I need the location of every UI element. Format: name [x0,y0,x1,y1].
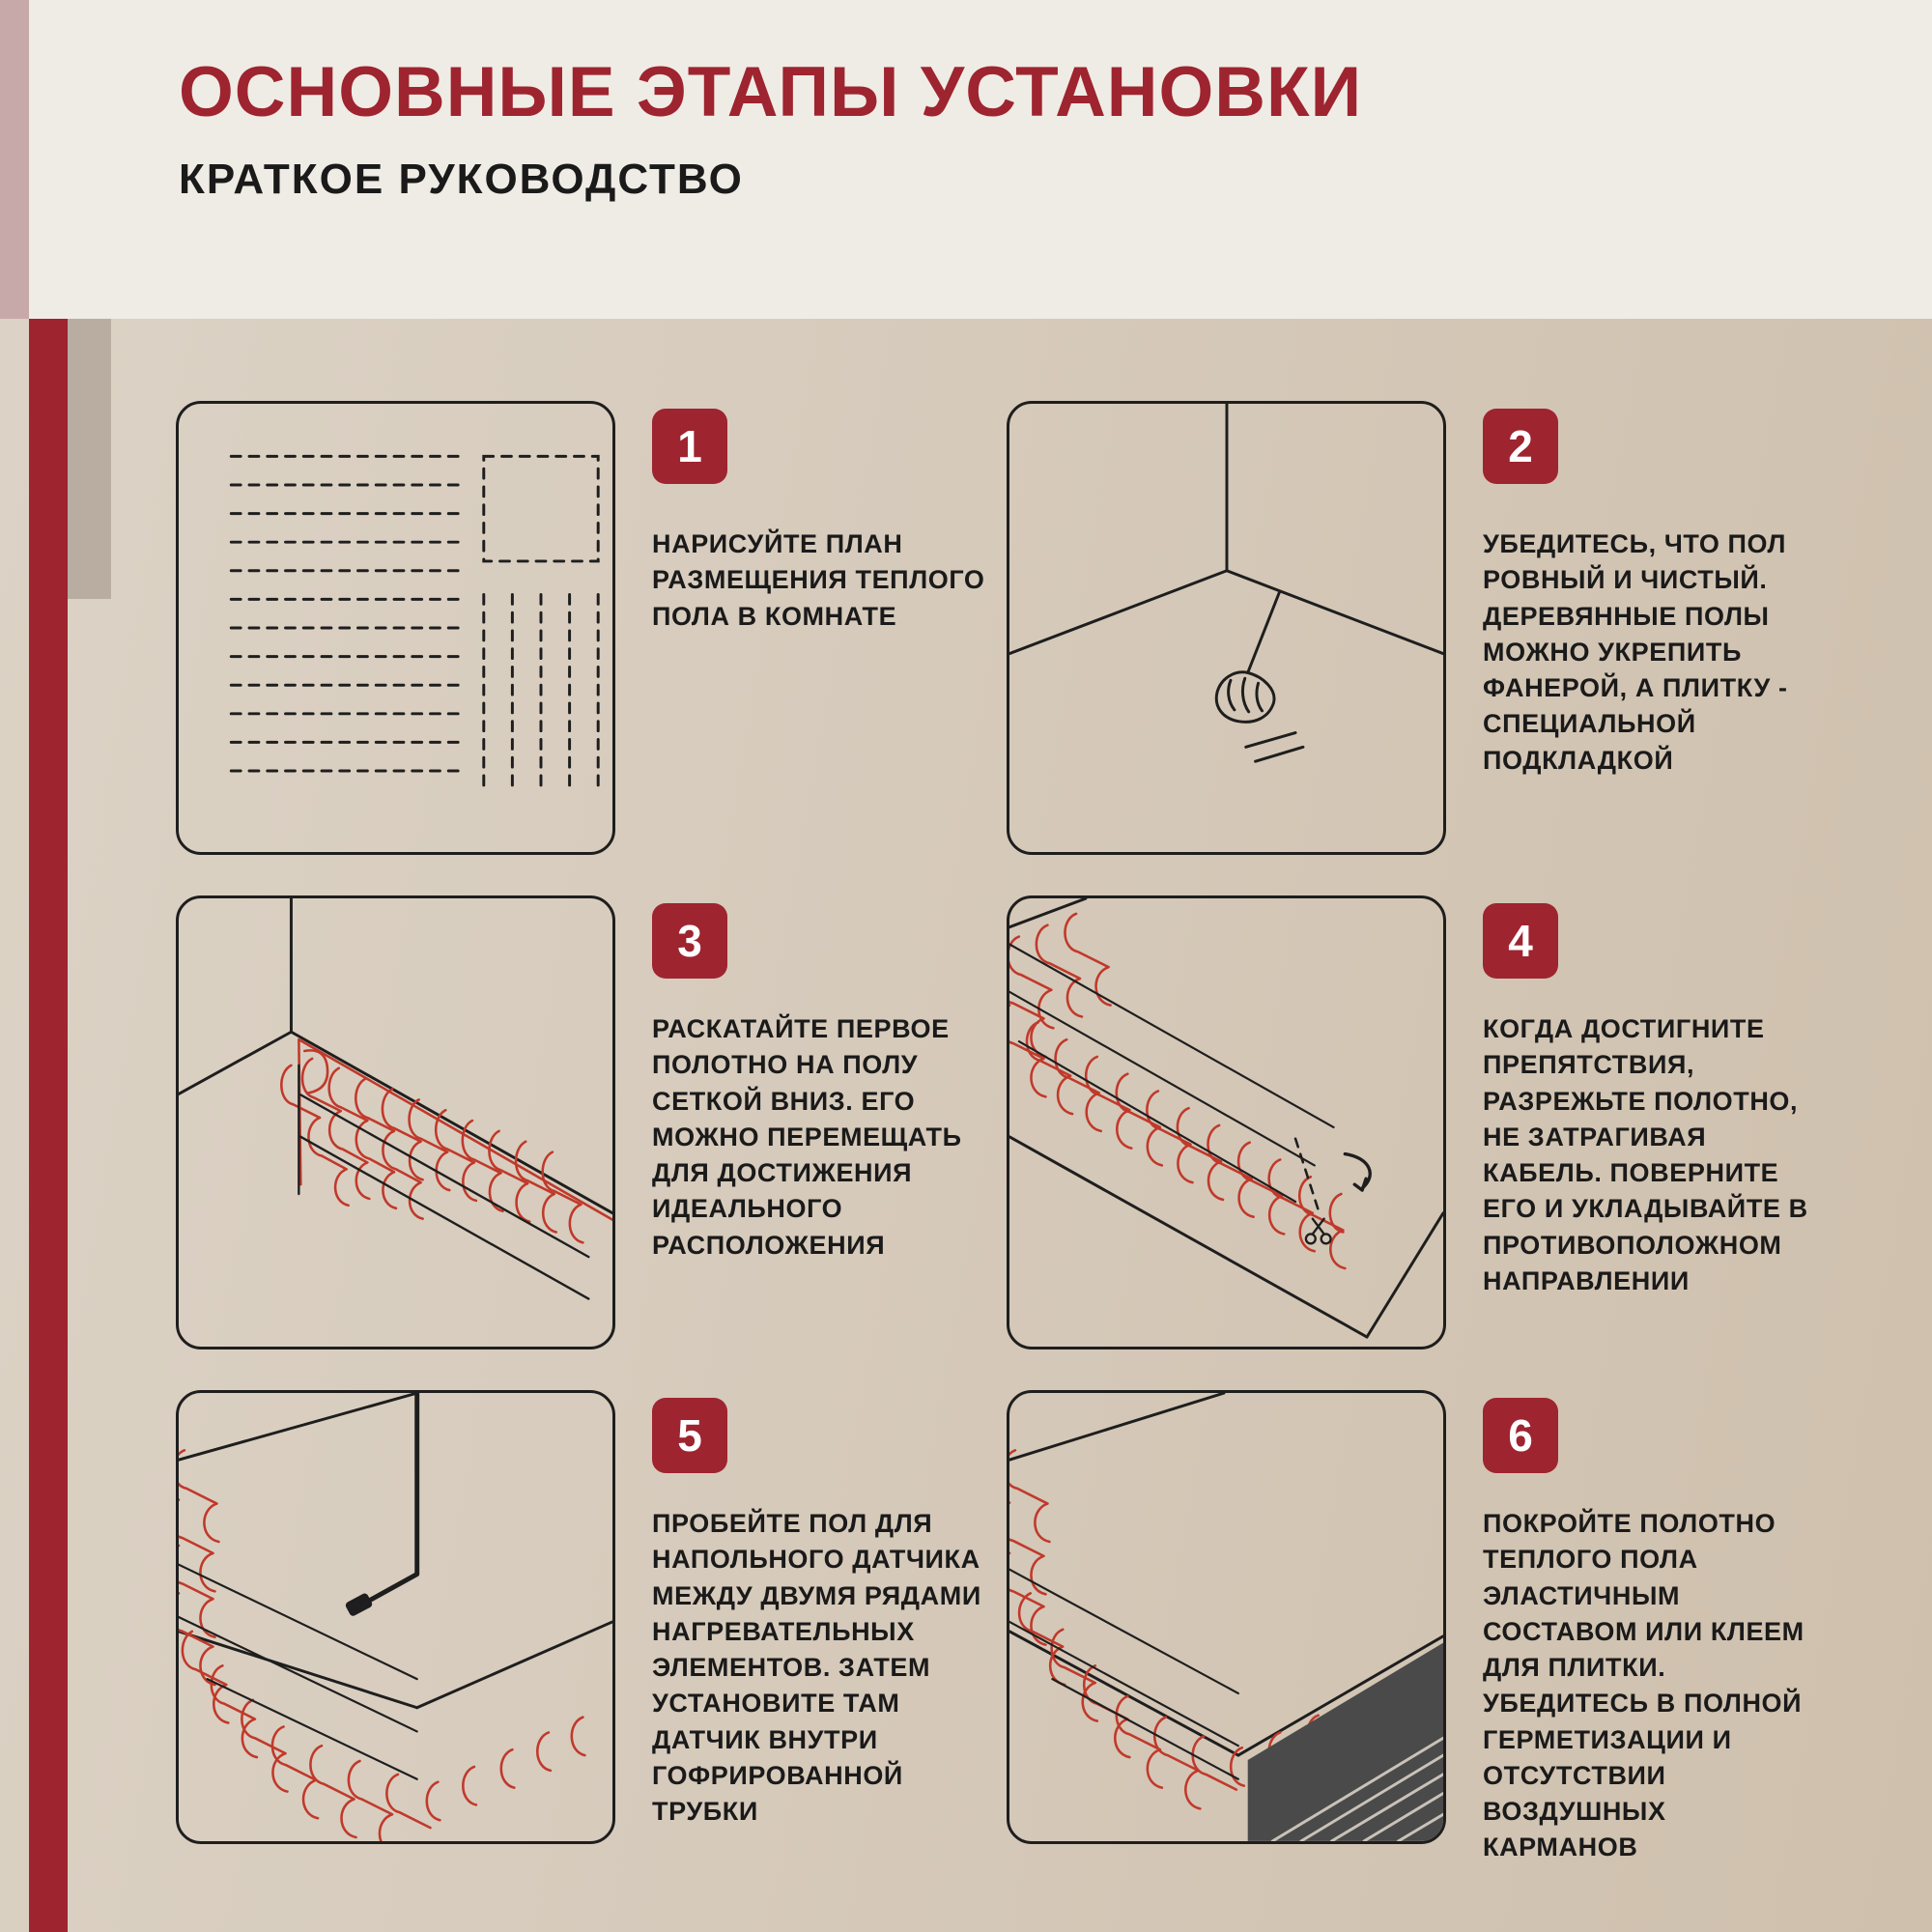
step-5-caption: ПРОБЕЙТЕ ПОЛ ДЛЯ НАПОЛЬНОГО ДАТЧИКА МЕЖДУ ДВУМЯ РЯДАМИ НАГРЕВАТЕЛЬНЫХ ЭЛЕМЕНТОВ. ЗАТЕМ УСТАНОВИТЕ ТАМ ДАТЧИК ВНУТРИ ГОФРИРОВАННОЙ ТРУБКИ [652,1509,981,1826]
step-2-caption: УБЕДИТЕСЬ, ЧТО ПОЛ РОВНЫЙ И ЧИСТЫЙ. ДЕРЕВЯННЫЕ ПОЛЫ МОЖНО УКРЕПИТЬ ФАНЕРОЙ, А ПЛИТКУ - СПЕЦИАЛЬНОЙ ПОДКЛАДКОЙ [1483,529,1788,775]
header-band [29,0,1932,319]
illustration-room-plan-dashed-grid [176,401,615,855]
steps-grid [176,401,1818,1866]
page-subtitle: КРАТКОЕ РУКОВОДСТВО [179,155,744,203]
step-1-text-block [615,401,1007,855]
step-1-caption: НАРИСУЙТЕ ПЛАН РАЗМЕЩЕНИЯ ТЕПЛОГО ПОЛА В КОМНАТЕ [652,529,985,631]
step-5-text-block [615,1390,1007,1866]
illustration-cut-and-turn-mat-scissors [1007,895,1446,1350]
step-3-text-block [615,895,1007,1350]
step-2-badge: 2 [1483,409,1558,484]
step-4-text-block [1446,895,1818,1350]
header-text-group [179,53,1363,204]
step-3-badge: 3 [652,903,727,979]
step-5-badge: 5 [652,1398,727,1473]
step-1-badge: 1 [652,409,727,484]
illustration-floor-sensor-in-conduit [176,1390,615,1844]
step-4-badge: 4 [1483,903,1558,979]
illustration-tile-adhesive-over-mat [1007,1390,1446,1844]
illustration-first-heating-mat-roll [176,895,615,1350]
step-4-caption: КОГДА ДОСТИГНИТЕ ПРЕПЯТСТВИЯ, РАЗРЕЖЬТЕ ПОЛОТНО, НЕ ЗАТРАГИВАЯ КАБЕЛЬ. ПОВЕРНИТЕ ЕГО И УКЛАДЫВАЙТЕ В ПРОТИВОПОЛОЖНОМ НАПРАВЛЕНИИ [1483,1014,1808,1295]
decorative-stripe-rose [0,0,29,319]
illustration-broom-sweeping-floor [1007,401,1446,855]
decorative-stripe-red [29,319,68,1932]
step-6-badge: 6 [1483,1398,1558,1473]
page-title: ОСНОВНЫЕ ЭТАПЫ УСТАНОВКИ [179,53,1363,131]
step-3-caption: РАСКАТАЙТЕ ПЕРВОЕ ПОЛОТНО НА ПОЛУ СЕТКОЙ ВНИЗ. ЕГО МОЖНО ПЕРЕМЕЩАТЬ ДЛЯ ДОСТИЖЕНИЯ ИДЕАЛЬНОГО РАСПОЛОЖЕНИЯ [652,1014,962,1260]
step-2-text-block [1446,401,1818,855]
step-6-text-block [1446,1390,1818,1866]
step-6-caption: ПОКРОЙТЕ ПОЛОТНО ТЕПЛОГО ПОЛА ЭЛАСТИЧНЫМ СОСТАВОМ ИЛИ КЛЕЕМ ДЛЯ ПЛИТКИ. УБЕДИТЕСЬ В ПОЛНОЙ ГЕРМЕТИЗАЦИИ И ОТСУТСТВИИ ВОЗДУШНЫХ КАРМАНОВ [1483,1509,1804,1862]
